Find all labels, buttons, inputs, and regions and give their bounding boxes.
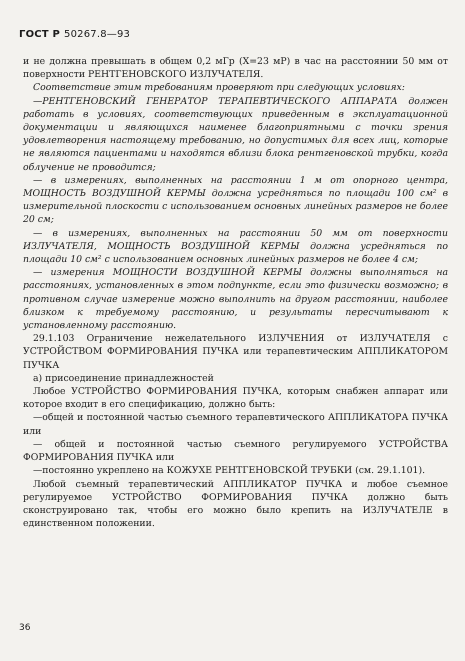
list-item-tube-housing: —постоянно укреплено на КОЖУХЕ РЕНТГЕНОВСКОЙ ТРУБКИ (см. 29.1.101).: [33, 465, 426, 477]
list-item-generator-conditions: —РЕНТГЕНОВСКИЙ ГЕНЕРАТОР ТЕРАПЕВТИЧЕСКОГО АППАРАТА должен работать в условиях, соответствующих приведенным в эксплуатационной документации и являющихся наименее благоприятными с точки зрения удовлетворения настоящему требованию, но допустимых для всех лиц, которые не являются пациентами и находятся вблизи блока рентгеновской трубки, когда облучение не проводится;: [23, 95, 448, 173]
paragraph-beam-device: Любое УСТРОЙСТВО ФОРМИРОВАНИЯ ПУЧКА, которым снабжен аппарат или которое входит в его спецификацию, должно быть:: [23, 386, 448, 411]
list-item-measurement-distances: — измерения МОЩНОСТИ ВОЗДУШНОЙ КЕРМЫ должны выполняться на расстояниях, установленных в этом подпункте, если это физически возможно; в противном случае измерение можно выполнить на другом расстоянии, наиболее близком к требуемому расстоянию, и результаты пересчитывают к установленному расстоянию.: [23, 267, 448, 332]
document-body: [23, 55, 448, 530]
paragraph-removable-applicator: Любой съемный терапевтический АППЛИКАТОР ПУЧКА и любое съемное регулируемое УСТРОЙСТВО ФОРМИРОВАНИЯ ПУЧКА должно быть сконструировано так, чтобы его можно было крепить на ИЗЛУЧАТЕЛЕ в единственном положении.: [23, 478, 448, 530]
page-header: [19, 29, 130, 40]
paragraph-continuation: и не должна превышать в общем 0,2 мГр (Х=23 мР) в час на расстоянии 50 мм от поверхности РЕНТГЕНОВСКОГО ИЗЛУЧАТЕЛЯ.: [23, 56, 448, 81]
subsection-a: а) присоединение принадлежностей: [33, 372, 214, 384]
list-item-applicator: —общей и постоянной частью съемного терапевтического АППЛИКАТОРА ПУЧКА или: [23, 412, 448, 437]
list-item-measurement-50mm: — в измерениях, выполненных на расстоянии 50 мм от поверхности ИЗЛУЧАТЕЛЯ, МОЩНОСТЬ ВОЗДУШНОЙ КЕРМЫ должна усредняться по площади 10 см² с использованием основных линейных размеров не более 4 см;: [23, 227, 448, 266]
paragraph-compliance-intro: Соответствие этим требованиям проверяют при следующих условиях:: [33, 82, 405, 94]
section-heading-29-1-103: 29.1.103 Ограничение нежелательного ИЗЛУЧЕНИЯ от ИЗЛУЧАТЕЛЯ с УСТРОЙСТВОМ ФОРМИРОВАНИЯ ПУЧКА или терапевтическим АППЛИКАТОРОМ ПУЧКА: [23, 333, 448, 371]
page-number: 36: [19, 623, 31, 633]
list-item-measurement-1m: — в измерениях, выполненных на расстоянии 1 м от опорного центра, МОЩНОСТЬ ВОЗДУШНОЙ КЕРМЫ должна усредняться по площади 100 см² в измерительной плоскости с использованием основных линейных размеров не более 20 см;: [23, 174, 448, 226]
list-item-adjustable-device: — общей и постоянной частью съемного регулируемого УСТРОЙСТВА ФОРМИРОВАНИЯ ПУЧКА или: [23, 438, 448, 464]
standard-number: 50267.8—93: [64, 29, 131, 40]
standard-label: ГОСТ Р: [19, 29, 61, 40]
